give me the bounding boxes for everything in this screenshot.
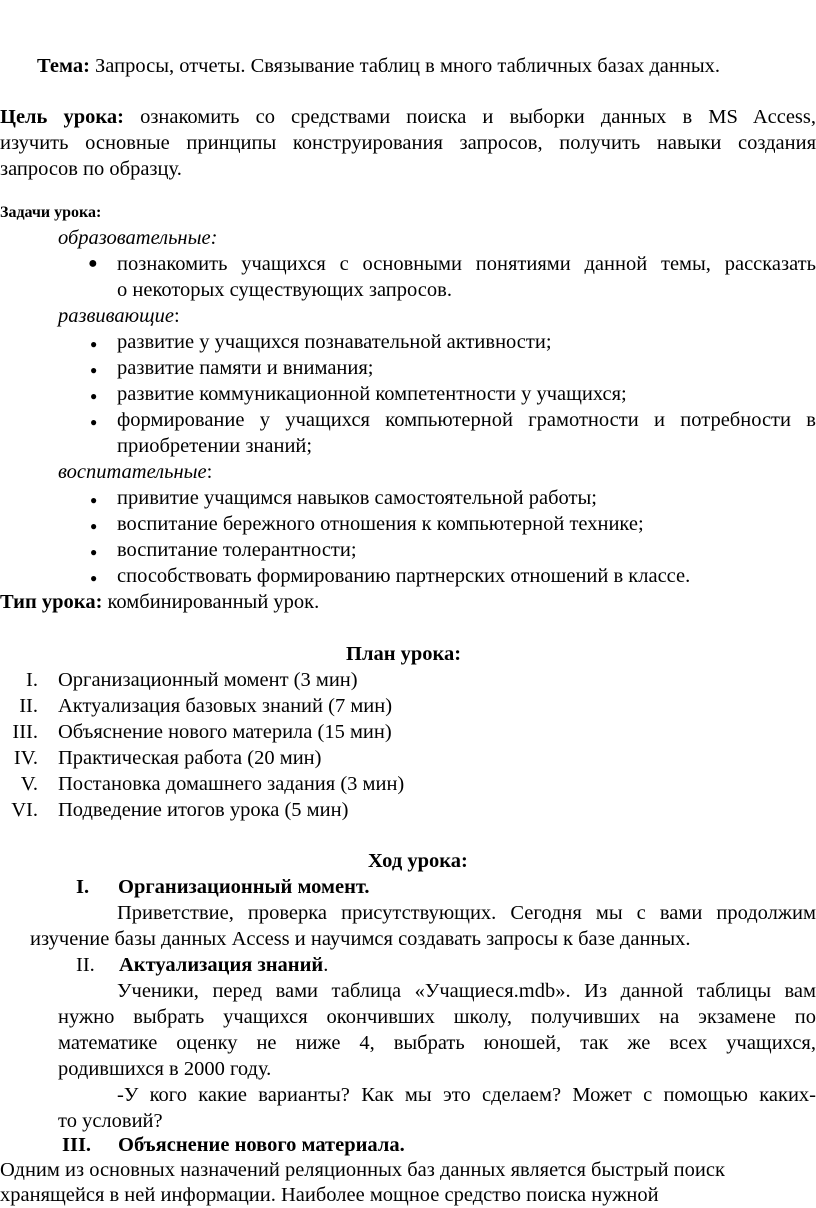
bullet-icon: ●	[90, 493, 98, 507]
section-2-line-4: родившихся в 2000 году.	[58, 1058, 272, 1080]
upbringing-item-4: способствовать формированию партнерских отношений в классе.	[117, 565, 691, 587]
tasks-label: Задачи урока:	[0, 204, 102, 221]
goal-line-1: Цель урока: ознакомить со средствами поиска и выборки данных в MS Access,	[0, 106, 816, 128]
upbringing-item-2: воспитание бережного отношения к компьютерной технике;	[117, 513, 644, 535]
bullet-icon: ●	[90, 363, 98, 377]
bullet-icon: ●	[90, 389, 98, 403]
plan-num-1: I.	[26, 669, 38, 691]
bullet-icon: ●	[90, 571, 98, 585]
section-3-title: Объяснение нового материала.	[118, 1134, 405, 1156]
goal-line-3: запросов по образцу.	[0, 158, 182, 180]
lesson-type-line: Тип урока: комбинированный урок.	[0, 591, 320, 613]
developmental-item-2: развитие памяти и внимания;	[117, 357, 374, 379]
bullet-icon: ●	[90, 415, 98, 429]
bullet-icon: ●	[90, 545, 98, 559]
educational-label: образовательные:	[58, 227, 218, 249]
section-2-title: Актуализация знаний.	[119, 954, 329, 976]
section-3-num: III.	[62, 1134, 92, 1156]
developmental-item-4-cont: приобретении знаний;	[117, 435, 313, 457]
section-2-line-3: математике оценку не ниже 4, выбрать юношей, так же всех учащихся,	[58, 1032, 816, 1054]
bullet-icon: ●	[90, 337, 98, 351]
plan-num-3: III.	[12, 721, 38, 743]
section-2-line-1: Ученики, перед вами таблица «Учащиеся.mdb». Из данной таблицы вам	[117, 980, 816, 1002]
plan-title: План урока:	[346, 643, 462, 665]
section-1-title: Организационный момент.	[118, 876, 370, 898]
topic-line	[37, 53, 720, 79]
plan-num-4: IV.	[13, 747, 38, 769]
section-3-line-1: Одним из основных назначений реляционных баз данных является быстрый поиск	[0, 1159, 725, 1181]
educational-item-1: познакомить учащихся с основными понятиями данной темы, рассказать	[117, 253, 816, 275]
plan-item-4: Практическая работа (20 мин)	[58, 747, 322, 769]
section-1-line-2: изучение базы данных Access и научимся создавать запросы к базе данных.	[30, 928, 691, 950]
educational-item-1-cont: о некоторых существующих запросов.	[117, 279, 452, 301]
plan-item-3: Объяснение нового материла (15 мин)	[58, 721, 392, 743]
topic-text: Запросы, отчеты. Связывание таблиц в много табличных базах данных.	[89, 55, 720, 77]
developmental-item-3: развитие коммуникационной компетентности у учащихся;	[117, 383, 627, 405]
bullet-icon: ●	[90, 519, 98, 533]
section-1-num: I.	[76, 876, 90, 898]
progress-title: Ход урока:	[368, 850, 468, 872]
section-3-line-2: хранящейся в ней информации. Наиболее мощное средство поиска нужной	[0, 1184, 659, 1206]
lesson-type-label: Тип урока:	[0, 591, 103, 613]
plan-item-2: Актуализация базовых знаний (7 мин)	[58, 695, 393, 717]
bullet-icon: ●	[88, 255, 98, 272]
upbringing-item-1: привитие учащимся навыков самостоятельной работы;	[117, 487, 597, 509]
section-2-line-2: нужно выбрать учащихся окончивших школу, получивших на экзамене по	[58, 1006, 816, 1028]
upbringing-label: воспитательные:	[58, 461, 213, 483]
plan-item-1: Организационный момент (3 мин)	[58, 669, 358, 691]
plan-num-6: VI.	[11, 799, 38, 821]
section-1-line-1: Приветствие, проверка присутствующих. Сегодня мы с вами продолжим	[117, 902, 816, 924]
section-2-line-5: -У кого какие варианты? Как мы это сделаем? Может с помощью каких-	[117, 1084, 816, 1106]
section-2-line-6: то условий?	[58, 1110, 163, 1132]
goal-line-2: изучить основные принципы конструирования запросов, получить навыки создания	[0, 132, 816, 154]
plan-num-5: V.	[20, 773, 38, 795]
developmental-label: развивающие:	[58, 305, 180, 327]
goal-label: Цель урока:	[0, 106, 124, 128]
section-2-num: II.	[76, 954, 95, 976]
topic-label: Тема:	[37, 55, 90, 77]
developmental-item-4: формирование у учащихся компьютерной грамотности и потребности в	[117, 409, 816, 431]
plan-num-2: II.	[19, 695, 38, 717]
plan-item-6: Подведение итогов урока (5 мин)	[58, 799, 349, 821]
plan-item-5: Постановка домашнего задания (3 мин)	[58, 773, 405, 795]
developmental-item-1: развитие у учащихся познавательной активности;	[117, 331, 552, 353]
upbringing-item-3: воспитание толерантности;	[117, 539, 357, 561]
